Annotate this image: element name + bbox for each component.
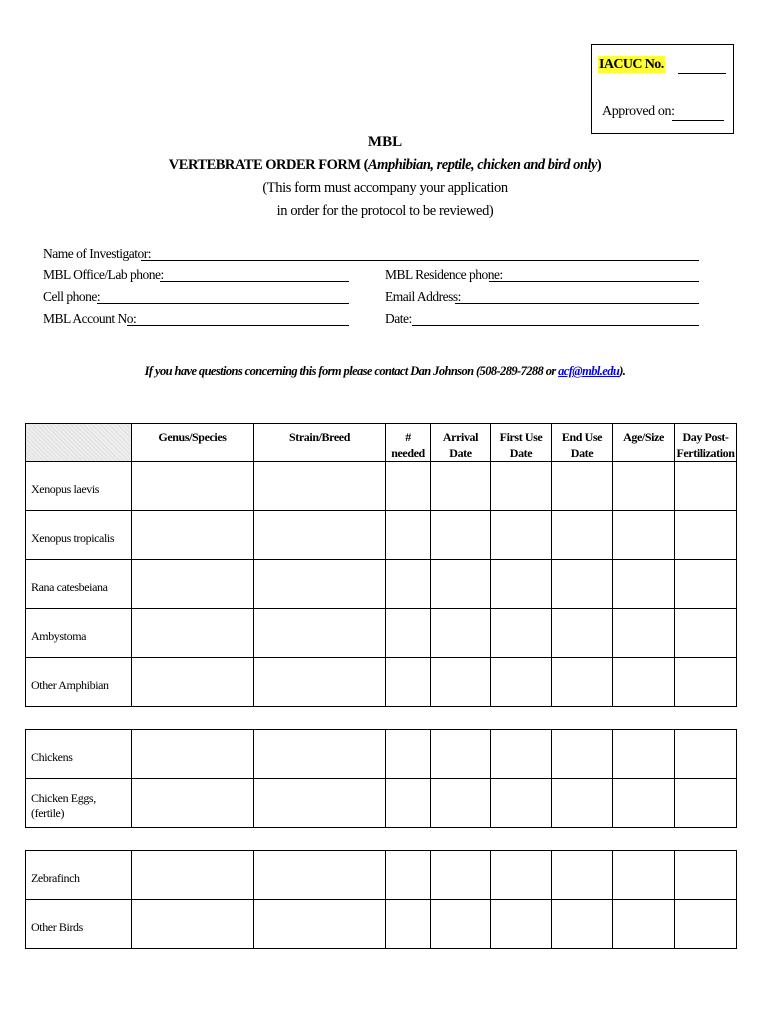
row-label: Zebrafinch bbox=[26, 851, 132, 900]
cell-input[interactable] bbox=[675, 851, 737, 900]
table-row bbox=[26, 511, 737, 560]
iacuc-number-field[interactable] bbox=[678, 73, 726, 74]
cell-input[interactable] bbox=[431, 730, 491, 779]
cell-input[interactable] bbox=[132, 462, 254, 511]
cell-input[interactable] bbox=[613, 609, 675, 658]
account-field[interactable] bbox=[127, 325, 349, 326]
table-row bbox=[26, 730, 737, 779]
header-arrival-date: Arrival Date bbox=[431, 424, 491, 462]
cell-input[interactable] bbox=[386, 730, 431, 779]
header-end-use: End Use Date bbox=[552, 424, 613, 462]
cell-input[interactable] bbox=[675, 730, 737, 779]
residence-phone-field[interactable] bbox=[489, 281, 699, 282]
cell-input[interactable] bbox=[675, 560, 737, 609]
table-row bbox=[26, 779, 737, 828]
cell-input[interactable] bbox=[552, 851, 613, 900]
table-row bbox=[26, 609, 737, 658]
cell-input[interactable] bbox=[132, 511, 254, 560]
office-phone-label: MBL Office/Lab phone: bbox=[43, 267, 164, 282]
table-row bbox=[26, 462, 737, 511]
cell-input[interactable] bbox=[132, 730, 254, 779]
cell-input[interactable] bbox=[613, 560, 675, 609]
investigator-label: Name of Investigator: bbox=[43, 246, 151, 261]
header-day-post: Day Post- Fertilization bbox=[675, 424, 737, 462]
cell-input[interactable] bbox=[254, 851, 386, 900]
cell-input[interactable] bbox=[254, 560, 386, 609]
cell-input[interactable] bbox=[613, 900, 675, 949]
cell-input[interactable] bbox=[552, 462, 613, 511]
cell-input[interactable] bbox=[132, 851, 254, 900]
cell-input[interactable] bbox=[431, 851, 491, 900]
cell-input[interactable] bbox=[613, 851, 675, 900]
cell-input[interactable] bbox=[386, 511, 431, 560]
cell-input[interactable] bbox=[491, 851, 552, 900]
cell-input[interactable] bbox=[431, 779, 491, 828]
cell-input[interactable] bbox=[491, 609, 552, 658]
contact-email-link[interactable]: acf@mbl.edu bbox=[558, 364, 620, 378]
cell-input[interactable] bbox=[552, 730, 613, 779]
residence-phone-label: MBL Residence phone: bbox=[385, 267, 503, 282]
cell-input[interactable] bbox=[613, 511, 675, 560]
cell-input[interactable] bbox=[254, 462, 386, 511]
table-row bbox=[26, 658, 737, 707]
row-label: Chicken Eggs, (fertile) bbox=[26, 779, 132, 828]
cell-input[interactable] bbox=[613, 462, 675, 511]
amphibian-table bbox=[25, 423, 737, 707]
cell-input[interactable] bbox=[675, 658, 737, 707]
table-row bbox=[26, 900, 737, 949]
form-note-line-1: (This form must accompany your application bbox=[262, 180, 508, 196]
account-label: MBL Account No: bbox=[43, 311, 137, 326]
cell-input[interactable] bbox=[431, 609, 491, 658]
row-label: Other Birds bbox=[26, 900, 132, 949]
cell-input[interactable] bbox=[552, 511, 613, 560]
header-first-use: First Use Date bbox=[491, 424, 552, 462]
date-label: Date: bbox=[385, 311, 412, 326]
row-label: Ambystoma bbox=[26, 609, 132, 658]
header-age-size: Age/Size bbox=[613, 424, 675, 462]
cell-input[interactable] bbox=[386, 560, 431, 609]
email-field[interactable] bbox=[455, 303, 699, 304]
cell-input[interactable] bbox=[431, 560, 491, 609]
cell-input[interactable] bbox=[386, 900, 431, 949]
row-label: Chickens bbox=[26, 730, 132, 779]
table-row bbox=[26, 560, 737, 609]
cell-input[interactable] bbox=[386, 851, 431, 900]
cell-input[interactable] bbox=[552, 560, 613, 609]
row-label: Xenopus tropicalis bbox=[26, 511, 132, 560]
cell-input[interactable] bbox=[552, 658, 613, 707]
cell-input[interactable] bbox=[675, 900, 737, 949]
header-number-needed: # needed bbox=[386, 424, 431, 462]
cell-input[interactable] bbox=[491, 779, 552, 828]
cell-phone-label: Cell phone: bbox=[43, 289, 101, 304]
cell-input[interactable] bbox=[132, 900, 254, 949]
cell-input[interactable] bbox=[132, 779, 254, 828]
cell-input[interactable] bbox=[613, 658, 675, 707]
contact-note: If you have questions concerning this form please contact Dan Johnson (508-289-7288 or acf@mbl.edu). bbox=[144, 364, 626, 378]
cell-input[interactable] bbox=[254, 609, 386, 658]
cell-input[interactable] bbox=[132, 560, 254, 609]
cell-input[interactable] bbox=[675, 511, 737, 560]
cell-input[interactable] bbox=[675, 609, 737, 658]
cell-input[interactable] bbox=[491, 560, 552, 609]
investigator-field[interactable] bbox=[141, 260, 699, 261]
cell-input[interactable] bbox=[254, 730, 386, 779]
cell-input[interactable] bbox=[491, 511, 552, 560]
cell-input[interactable] bbox=[386, 658, 431, 707]
cell-input[interactable] bbox=[431, 462, 491, 511]
header-strain: Strain/Breed bbox=[254, 424, 386, 462]
cell-input[interactable] bbox=[675, 462, 737, 511]
form-note-line-2: in order for the protocol to be reviewed) bbox=[276, 203, 494, 219]
cell-input[interactable] bbox=[675, 779, 737, 828]
table-row bbox=[26, 851, 737, 900]
cell-input[interactable] bbox=[386, 779, 431, 828]
cell-input[interactable] bbox=[431, 900, 491, 949]
office-phone-field[interactable] bbox=[160, 281, 349, 282]
cell-input[interactable] bbox=[552, 779, 613, 828]
org-title: MBL bbox=[367, 134, 403, 150]
cell-input[interactable] bbox=[254, 658, 386, 707]
table-header-row bbox=[26, 424, 737, 462]
cell-input[interactable] bbox=[431, 658, 491, 707]
cell-input[interactable] bbox=[132, 658, 254, 707]
cell-input[interactable] bbox=[254, 900, 386, 949]
cell-input[interactable] bbox=[491, 658, 552, 707]
cell-input[interactable] bbox=[132, 609, 254, 658]
cell-input[interactable] bbox=[552, 609, 613, 658]
row-label: Rana catesbeiana bbox=[26, 560, 132, 609]
cell-input[interactable] bbox=[254, 779, 386, 828]
cell-input[interactable] bbox=[386, 609, 431, 658]
cell-input[interactable] bbox=[613, 730, 675, 779]
cell-input[interactable] bbox=[552, 900, 613, 949]
form-title: VERTEBRATE ORDER FORM (Amphibian, reptile, chicken and bird only) bbox=[168, 157, 602, 173]
date-field[interactable] bbox=[412, 325, 699, 326]
approved-on-field[interactable] bbox=[672, 120, 724, 121]
row-label: Xenopus laevis bbox=[26, 462, 132, 511]
header-blank bbox=[26, 424, 132, 462]
row-label: Other Amphibian bbox=[26, 658, 132, 707]
email-label: Email Address: bbox=[385, 289, 461, 304]
cell-input[interactable] bbox=[491, 730, 552, 779]
cell-phone-field[interactable] bbox=[97, 303, 349, 304]
cell-input[interactable] bbox=[386, 462, 431, 511]
approved-on-label: Approved on: bbox=[602, 104, 675, 119]
cell-input[interactable] bbox=[613, 779, 675, 828]
chicken-table bbox=[25, 729, 737, 828]
iacuc-number-label: IACUC No. bbox=[599, 57, 664, 72]
iacuc-box bbox=[591, 44, 734, 134]
cell-input[interactable] bbox=[431, 511, 491, 560]
cell-input[interactable] bbox=[254, 511, 386, 560]
cell-input[interactable] bbox=[491, 900, 552, 949]
bird-table bbox=[25, 850, 737, 949]
cell-input[interactable] bbox=[491, 462, 552, 511]
header-genus: Genus/Species bbox=[132, 424, 254, 462]
